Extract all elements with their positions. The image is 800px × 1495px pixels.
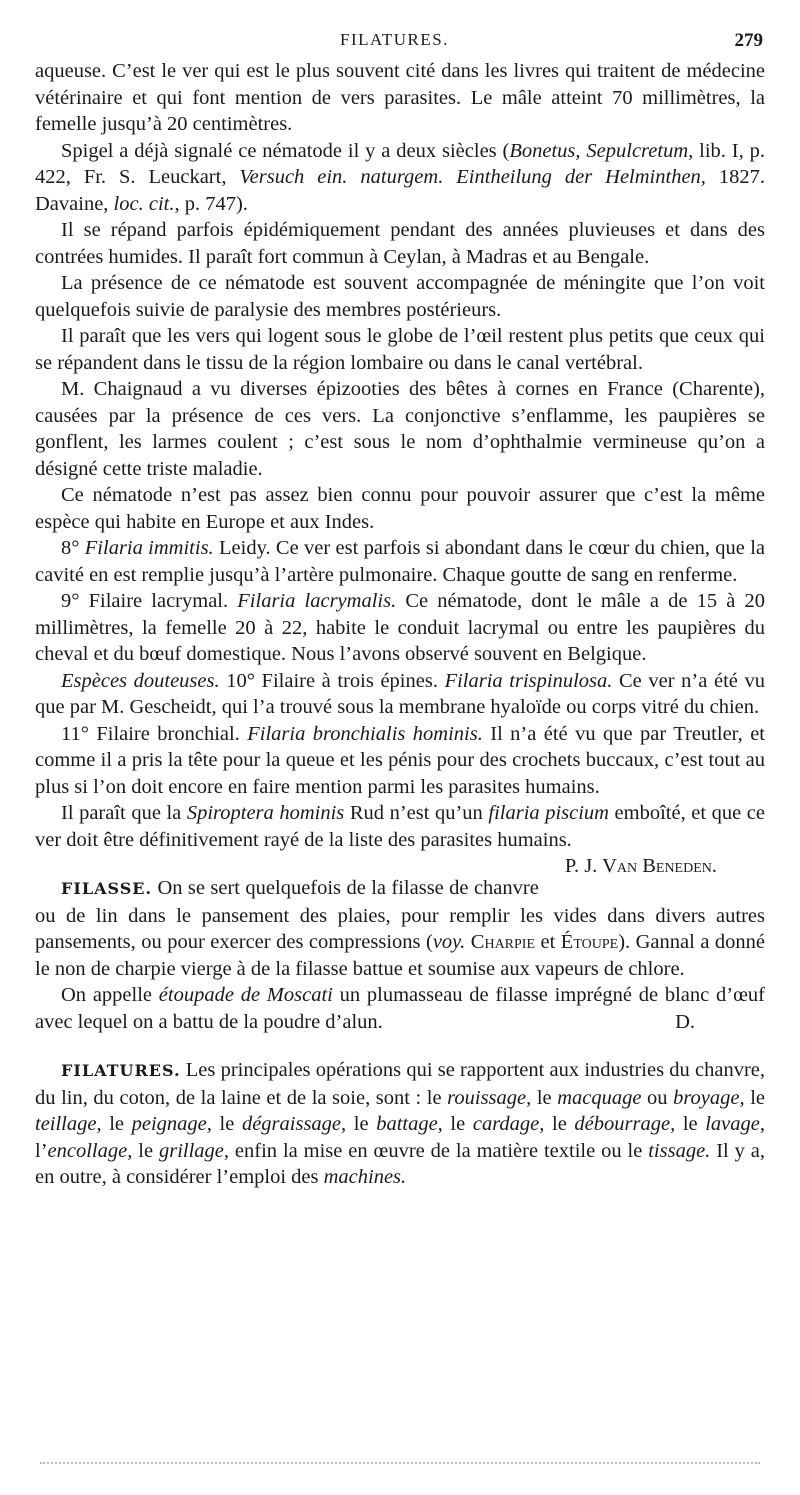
- paragraph: M. Chaignaud a vu diverses épizooties des bêtes à cornes en France (Charente), causées par la présence de ces vers. La conjonctive s’enflamme, les paupières se gonflent, les larmes coulent ; c’est sous le nom d’ophthalmie vermineuse qu’on a désigné cette triste maladie.: [35, 378, 765, 480]
- footer-dotted-rule: [40, 1462, 760, 1464]
- paragraph: FILATURES. Les principales opérations qui se rapportent aux industries du chanvre, du lin, du coton, de la laine et de la soie, sont : le rouissage, le macquage ou broyage, le teillage, le peignage, le dégraissage, le battage, le cardage, le débourrage, le lavage, l’encollage, le grillage, enfin la mise en œuvre de la matière textile ou le tissage. Il y a, en outre, à considérer l’emploi des machines.: [35, 1059, 766, 1188]
- filaria-article: [35, 58, 766, 877]
- paragraph: aqueuse. C’est le ver qui est le plus souvent cité dans les livres qui traitent de médecine vétérinaire et qui font mention de vers parasites. Le mâle atteint 70 millimètres, la femelle jusqu’à 20 centimètres.: [35, 60, 765, 135]
- running-head: [35, 28, 765, 58]
- running-title: FILATURES.: [340, 30, 449, 49]
- author-signature: D.: [675, 1010, 695, 1033]
- paragraph: On appelle étoupade de Moscati un plumasseau de filasse imprégné de blanc d’œuf avec lequel on a battu de la poudre d’alun. D.: [35, 982, 765, 1035]
- paragraph: La présence de ce nématode est souvent accompagnée de méningite que l’on voit quelquefois suivie de paralysie des membres postérieurs.: [35, 272, 765, 321]
- page: [35, 28, 765, 1191]
- filatures-article: [35, 1057, 765, 1191]
- paragraph: 11° Filaire bronchial. Filaria bronchialis hominis. Il n’a été vu que par Treutler, et comme il a pris la tête pour la queue et les pénis pour des crochets buccaux, c’est tout au plus si l’on doit encore en faire mention parmi les parasites humains.: [35, 722, 766, 798]
- paragraph: 9° Filaire lacrymal. Filaria lacrymalis. Ce nématode, dont le mâle a de 15 à 20 millimètres, la femelle 20 à 22, habite le conduit lacrymal ou entre les paupières du cheval et du bœuf domestique. Nous l’avons observé souvent en Belgique.: [35, 590, 765, 665]
- paragraph: Il se répand parfois épidémiquement pendant des années pluvieuses et dans des contrées humides. Il paraît fort commun à Ceylan, à Madras et au Bengale.: [35, 219, 765, 268]
- paragraph: Spigel a déjà signalé ce nématode il y a deux siècles (Bonetus, Sepulcretum, lib. I, p. 422, Fr. S. Leuckart, Versuch ein. naturgem. Eintheilung der Helminthen, 1827. Davaine, loc. cit., p. 747).: [35, 139, 766, 215]
- paragraph: 8° Filaria immitis. Leidy. Ce ver est parfois si abondant dans le cœur du chien, que la cavité en est remplie jusqu’à l’artère pulmonaire. Chaque goutte de sang en renferme.: [35, 537, 765, 586]
- headword: FILATURES.: [61, 1061, 181, 1080]
- paragraph: Il paraît que les vers qui logent sous le globe de l’œil restent plus petits que ceux qui se répandent dans le tissu de la région lombaire ou dans le canal vertébral.: [35, 325, 765, 374]
- paragraph: Ce nématode n’est pas assez bien connu pour pouvoir assurer que c’est la même espèce qui habite en Europe et aux Indes.: [35, 484, 765, 533]
- page-number: 279: [734, 30, 763, 51]
- paragraph: Il paraît que la Spiroptera hominis Rud n’est qu’un filaria piscium emboîté, et que ce ver doit être définitivement rayé de la liste des parasites humains. P. J. Van Beneden.: [35, 800, 765, 853]
- headword: FILASSE.: [61, 879, 153, 898]
- paragraph: Espèces douteuses. 10° Filaire à trois épines. Filaria trispinulosa. Ce ver n’a été vu que par M. Gescheidt, qui l’a trouvé sous la membrane hyaloïde ou corps vitré du chien.: [35, 669, 765, 718]
- filasse-article: [35, 875, 765, 1035]
- paragraph: FILASSE. On se sert quelquefois de la filasse de chanvre ou de lin dans le pansement des plaies, pour remplir les vides dans divers autres pansements, ou pour exercer des compressions (voy. Charpie et Étoupe). Gannal a donné le non de charpie vierge à de la filasse battue et soumise aux vapeurs de chlore.: [35, 877, 765, 980]
- author-signature: P. J. Van Beneden.: [564, 855, 717, 877]
